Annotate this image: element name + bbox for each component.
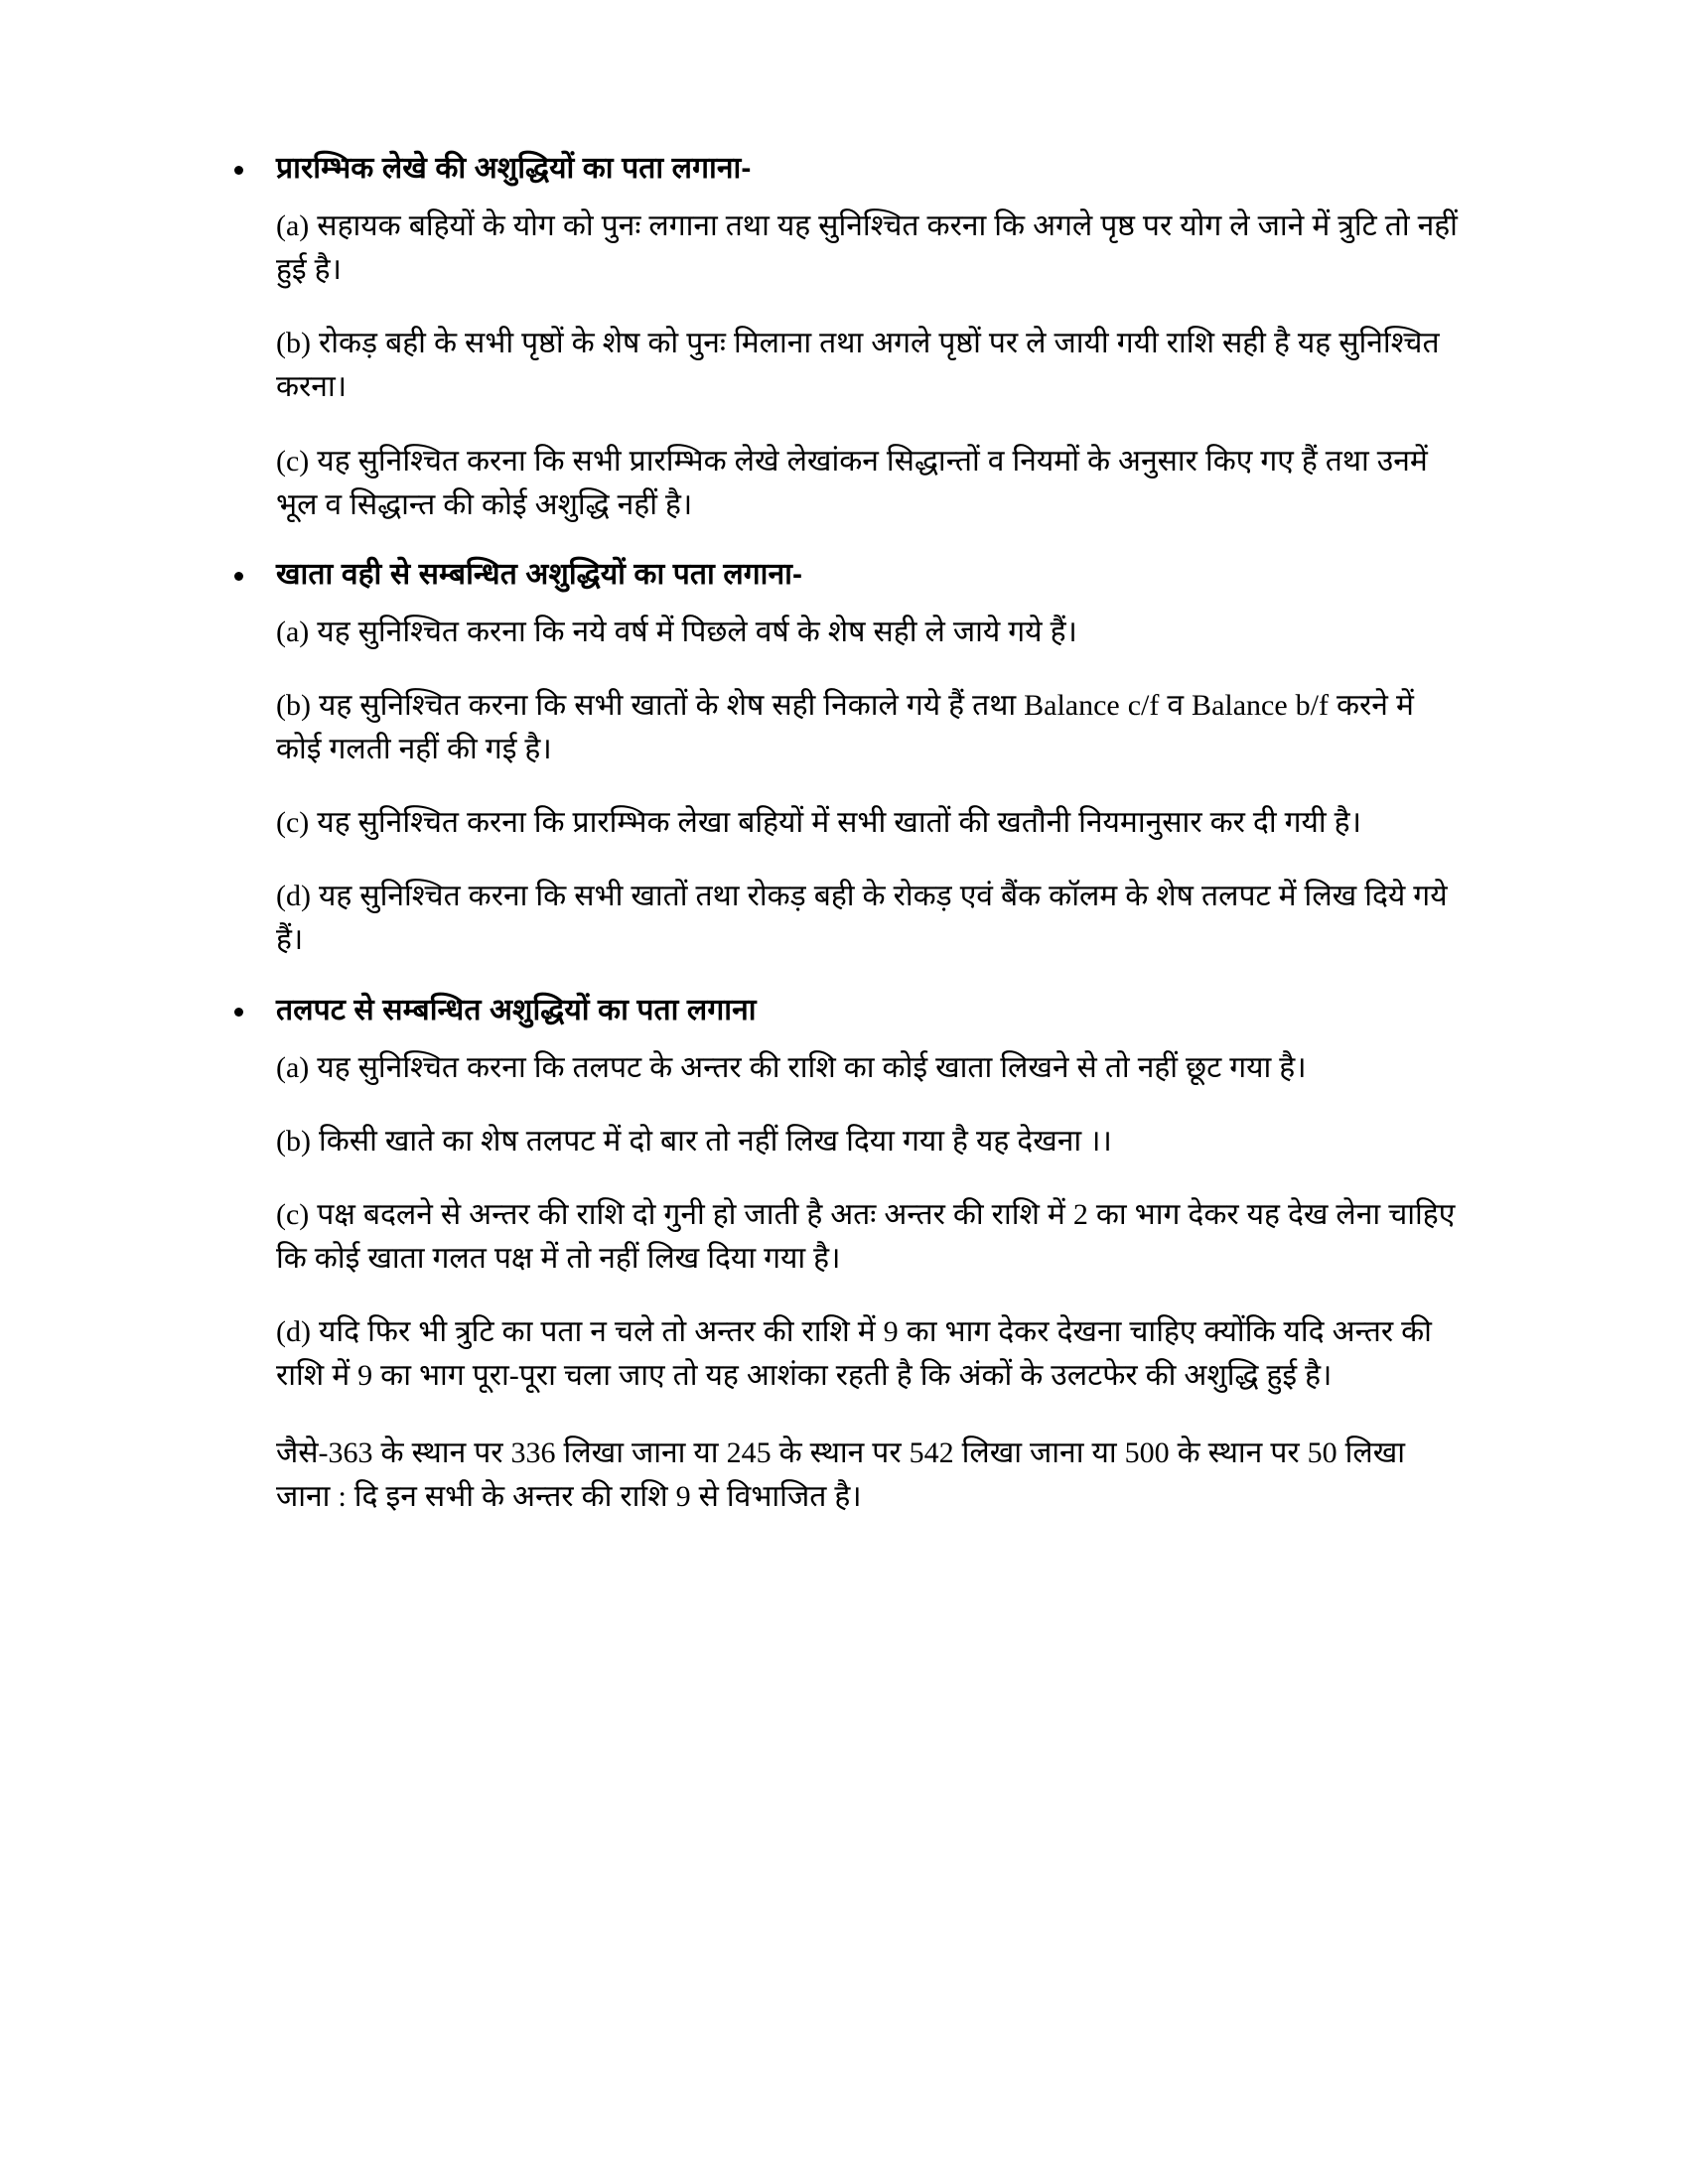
paragraph-item: (b) यह सुनिश्चित करना कि सभी खातों के शेष सही निकाले गये हैं तथा Balance c/f व Balance b/f करने में कोई गलती नहीं की गई है। <box>276 689 1414 766</box>
bullet-point-icon <box>234 166 243 175</box>
paragraph-item: (d) यह सुनिश्चित करना कि सभी खातों तथा रोकड़ बही के रोकड़ एवं बैंक कॉलम के शेष तलपट में लिख दिये गये हैं। <box>276 880 1448 957</box>
paragraph-item: (a) सहायक बहियों के योग को पुनः लगाना तथा यह सुनिश्चित करना कि अगले पृष्ठ पर योग ले जाने में त्रुटि तो नहीं हुई है। <box>276 209 1458 287</box>
section-trial-balance-errors <box>228 991 1465 1399</box>
section-primary-entry-errors <box>228 149 1465 527</box>
closing-paragraph-wrapper <box>228 1432 1465 1519</box>
paragraph-item: (b) रोकड़ बही के सभी पृष्ठों के शेष को पुनः मिलाना तथा अगले पृष्ठों पर ले जायी गयी राशि सही है यह सुनिश्चित करना। <box>276 327 1440 404</box>
bullet-point-icon <box>234 572 243 581</box>
paragraph-item: (b) किसी खाते का शेष तलपट में दो बार तो नहीं लिख दिया गया है यह देखना ।। <box>276 1124 1112 1158</box>
section-heading-text: प्रारम्भिक लेखे की अशुद्धियों का पता लगाना- <box>276 152 752 185</box>
section-heading-text: खाता वही से सम्बन्धित अशुद्धियों का पता लगाना- <box>276 557 803 591</box>
section-body <box>228 1046 1465 1399</box>
paragraph-item: (c) यह सुनिश्चित करना कि सभी प्रारम्भिक लेखे लेखांकन सिद्धान्तों व नियमों के अनुसार किए गए हैं तथा उनमें भूल व सिद्धान्त की कोई अशुद्धि नहीं है। <box>276 444 1428 521</box>
paragraph-item: (c) यह सुनिश्चित करना कि प्रारम्भिक लेखा बहियों में सभी खातों की खतौनी नियमानुसार कर दी गयी है। <box>276 806 1361 840</box>
bullet-point-icon <box>234 1008 243 1017</box>
paragraph-item: (a) यह सुनिश्चित करना कि नये वर्ष में पिछले वर्ष के शेष सही ले जाये गये हैं। <box>276 614 1077 648</box>
paragraph-item: (a) यह सुनिश्चित करना कि तलपट के अन्तर की राशि का कोई खाता लिखने से तो नहीं छूट गया है। <box>276 1050 1307 1084</box>
document-content <box>228 149 1465 1519</box>
paragraph-item: (d) यदि फिर भी त्रुटि का पता न चले तो अन्तर की राशि में 9 का भाग देकर देखना चाहिए क्योंकि यदि अन्तर की राशि में 9 का भाग पूरा-पूरा चला जाए तो यह आशंका रहती है कि अंकों के उलटफेर की अशुद्धि हुई है। <box>276 1315 1432 1393</box>
section-heading <box>228 149 1465 189</box>
closing-paragraph: जैसे-363 के स्थान पर 336 लिखा जाना या 245 के स्थान पर 542 लिखा जाना या 500 के स्थान पर 50 लिखा जाना : दि इन सभी के अन्तर की राशि 9 से विभाजित है। <box>276 1436 1406 1514</box>
section-ledger-errors <box>228 555 1465 963</box>
section-heading <box>228 555 1465 595</box>
paragraph-item: (c) पक्ष बदलने से अन्तर की राशि दो गुनी हो जाती है अतः अन्तर की राशि में 2 का भाग देकर यह देख लेना चाहिए कि कोई खाता गलत पक्ष में तो नहीं लिख दिया गया है। <box>276 1197 1456 1275</box>
section-body <box>228 611 1465 963</box>
section-body <box>228 205 1465 527</box>
section-heading-text: तलपट से सम्बन्धित अशुद्धियों का पता लगाना <box>276 993 757 1026</box>
section-heading <box>228 991 1465 1030</box>
